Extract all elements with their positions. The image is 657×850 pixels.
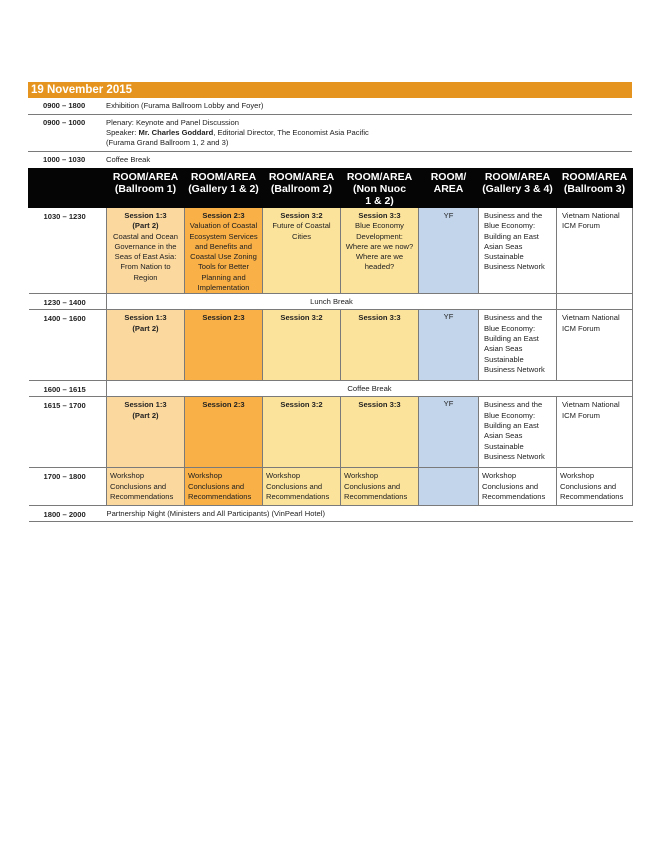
header-gallery12: ROOM/AREA (Gallery 1 & 2): [185, 169, 263, 208]
yf-cell: YF: [419, 310, 479, 381]
header-ballroom2: ROOM/AREA (Ballroom 2): [263, 169, 341, 208]
row-coffee: [29, 381, 633, 397]
row-1400: [29, 310, 633, 381]
time-label: 1700 – 1800: [29, 468, 107, 506]
yf-cell: YF: [419, 208, 479, 294]
session-2-3-cell: Session 2:3: [185, 310, 263, 381]
workshop-cell: Workshop Conclusions and Recommendations: [557, 468, 633, 506]
workshop-cell: Workshop Conclusions and Recommendations: [479, 468, 557, 506]
row-1030: [29, 208, 633, 294]
row-lunch: [29, 294, 633, 310]
session-2-3-cell: Session 2:3: [185, 397, 263, 468]
session-grid: [28, 168, 633, 522]
speaker-name: Mr. Charles Goddard: [138, 128, 214, 137]
time-label: 1400 – 1600: [29, 310, 107, 381]
empty-cell: [557, 294, 633, 310]
venue-text: (Furama Grand Ballroom 1, 2 and 3): [106, 138, 229, 147]
row-1615: [29, 397, 633, 468]
header-area: ROOM/ AREA: [419, 169, 479, 208]
partnership-night: Partnership Night (Ministers and All Participants) (VinPearl Hotel): [107, 506, 633, 522]
speaker-line: Speaker: Mr. Charles Goddard, Editorial Director, The Economist Asia Pacific: [106, 128, 369, 137]
workshop-cell: Workshop Conclusions and Recommendations: [263, 468, 341, 506]
time-label: 1030 – 1230: [29, 208, 107, 294]
row-1700: [29, 468, 633, 506]
header-blank: [29, 169, 107, 208]
time-label: 1000 – 1030: [43, 155, 86, 164]
row-1800: [29, 506, 633, 522]
session-3-2-cell: Session 3:2: [263, 397, 341, 468]
header-row: [29, 169, 633, 208]
time-label: 1800 – 2000: [29, 506, 107, 522]
time-label: 1615 – 1700: [29, 397, 107, 468]
exhibition-row: [28, 98, 632, 115]
header-ballroom1: ROOM/AREA (Ballroom 1): [107, 169, 185, 208]
time-label: 0900 – 1800: [43, 101, 86, 110]
session-3-3-cell: Session 3:3: [341, 397, 419, 468]
session-3-3-cell: Session 3:3: [341, 310, 419, 381]
date-header: 19 November 2015: [28, 82, 632, 98]
session-2-3-cell: Session 2:3 Valuation of Coastal Ecosystem Services and Benefits and Coastal Use Zoning Tools for Better Planning and Implementation: [185, 208, 263, 294]
session-3-3-cell: Session 3:3 Blue Economy Development: Where are we now? Where are we headed?: [341, 208, 419, 294]
workshop-cell: Workshop Conclusions and Recommendations: [185, 468, 263, 506]
time-label: 1230 – 1400: [29, 294, 107, 310]
time-label: 0900 – 1000: [43, 118, 86, 127]
business-network-cell: Business and the Blue Economy: Building an East Asian Seas Sustainable Business Network: [479, 310, 557, 381]
plenary-row: [28, 115, 632, 152]
icm-forum-cell: Vietnam National ICM Forum: [557, 397, 633, 468]
session-3-2-cell: Session 3:2: [263, 310, 341, 381]
icm-forum-cell: Vietnam National ICM Forum: [557, 208, 633, 294]
workshop-cell: Workshop Conclusions and Recommendations: [107, 468, 185, 506]
header-ballroom3: ROOM/AREA (Ballroom 3): [557, 169, 633, 208]
event-text: Plenary: Keynote and Panel Discussion: [106, 118, 239, 127]
yf-empty-cell: [419, 468, 479, 506]
coffee-row: [28, 152, 632, 168]
business-network-cell: Business and the Blue Economy: Building an East Asian Seas Sustainable Business Network: [479, 397, 557, 468]
yf-cell: YF: [419, 397, 479, 468]
session-3-2-cell: Session 3:2 Future of Coastal Cities: [263, 208, 341, 294]
session-1-3-cell: Session 1:3 (Part 2): [107, 397, 185, 468]
business-network-cell: Business and the Blue Economy: Building an East Asian Seas Sustainable Business Network: [479, 208, 557, 294]
session-1-3-cell: Session 1:3 (Part 2) Coastal and Ocean Governance in the Seas of East Asia: From Nation to Region: [107, 208, 185, 294]
coffee-break: Coffee Break: [107, 381, 633, 397]
workshop-cell: Workshop Conclusions and Recommendations: [341, 468, 419, 506]
schedule-page: [28, 82, 632, 522]
session-1-3-cell: Session 1:3 (Part 2): [107, 310, 185, 381]
event-text: Exhibition (Furama Ballroom Lobby and Foyer): [106, 101, 264, 110]
lunch-break: Lunch Break: [107, 294, 557, 310]
event-text: Coffee Break: [106, 155, 151, 164]
header-nonnuoc: ROOM/AREA (Non Nuoc 1 & 2): [341, 169, 419, 208]
header-gallery34: ROOM/AREA (Gallery 3 & 4): [479, 169, 557, 208]
icm-forum-cell: Vietnam National ICM Forum: [557, 310, 633, 381]
time-label: 1600 – 1615: [29, 381, 107, 397]
